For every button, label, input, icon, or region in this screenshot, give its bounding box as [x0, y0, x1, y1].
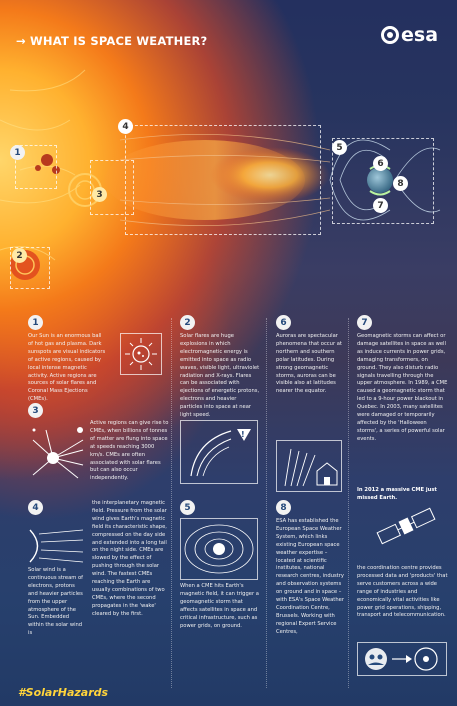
- badge-5: 5: [332, 140, 347, 155]
- aurora-icon-box: [276, 440, 342, 492]
- service-network-icon: [358, 643, 446, 675]
- page-title: → WHAT IS SPACE WEATHER?: [16, 34, 208, 48]
- svg-text:!: !: [241, 430, 245, 439]
- section-4-text-right: the interplanetary magnetic field. Pressure from the solar wind gives Earth's magnetic field its characteristic shape, compressed on the day side and extended into a long tail on the night side. CMEs are slowed by the effect of pushing through the solar wind. The fastest CMEs reaching the Earth are usually combinations of two CMEs, where the second propagates in the 'wake' cleared by the first.: [92, 500, 167, 617]
- sun-icon: [121, 334, 161, 374]
- badge-6: 6: [373, 156, 388, 171]
- section-3-text: Active regions can give rise to CMEs, when billions of tonnes of matter are flung into space at speeds reaching 3000 km/s. CMEs are often associated with solar flares but can also occur independently.: [90, 420, 169, 482]
- section-8-text-continued: the coordination centre provides processed data and 'products' that serve customers across a wide range of industries and economically vital activities like power grid operations, shipping, transport and telecommunication.: [357, 565, 448, 619]
- sun-icon-box: [120, 333, 162, 375]
- section-5-number: 5: [180, 500, 195, 515]
- section-7-text: Geomagnetic storms can affect or damage satellites in space as well as induce currents in power grids, damaging transformers, on ground. They also disturb radio signals travelling through the upper atmosphere. In 1989, a CME caused a geomagnetic storm that led to a 9-hour power blackout in Quebec. In 2003, many satellites were damaged or temporarily affected by the 'Halloween storms', a series of powerful solar events.: [357, 333, 448, 442]
- service-network-icon-box: [357, 642, 447, 676]
- section-6-number: 6: [276, 315, 291, 330]
- aurora-icon: [277, 441, 341, 491]
- flare-icon-box: [180, 420, 258, 484]
- section-8-number: 8: [276, 500, 291, 515]
- satellite-icon: [375, 507, 437, 545]
- section-7-highlight: In 2012 a massive CME just missed Earth.: [357, 487, 437, 501]
- badge-2: 2: [12, 248, 27, 263]
- column-divider: [171, 318, 173, 688]
- section-3-number: 3: [28, 403, 43, 418]
- column-divider: [266, 318, 268, 688]
- esa-logo-text: esa: [401, 24, 439, 46]
- badge-1: 1: [10, 145, 25, 160]
- section-5-text: When a CME hits Earth's magnetic field, it can trigger a geomagnetic storm that affects satellites in space and critical infrastructure, such as power grids, on ground.: [180, 583, 259, 629]
- flare-icon: [181, 421, 257, 483]
- section-4-text-left: Solar wind is a continuous stream of electrons, protons and heavier particles from the upper atmosphere of the Sun. Embedded within the solar wind is: [28, 567, 84, 637]
- cme-icon: [28, 420, 88, 488]
- section-1-number: 1: [28, 315, 43, 330]
- section-2-number: 2: [180, 315, 195, 330]
- badge-4: 4: [118, 119, 133, 134]
- badge-3: 3: [92, 187, 107, 202]
- badge-8: 8: [393, 176, 408, 191]
- frame-solar-wind: [125, 125, 321, 235]
- hashtag: #SolarHazards: [18, 686, 109, 699]
- section-6-text: Auroras are spectacular phenomena that occur at northern and southern polar latitudes. During strong geomagnetic storms, auroras can be visible also at latitudes nearer the equator.: [276, 333, 342, 395]
- magnetic-field-icon: [181, 519, 257, 579]
- solar-wind-icon: [25, 520, 87, 572]
- section-1-text: Our Sun is an enormous ball of hot gas and plasma. Dark sunspots are visual indicators of active regions, caused by local intense magnetic activity. Active regions are sources of solar flares and Coronal Mass Ejections (CMEs).: [28, 333, 106, 403]
- badge-7: 7: [373, 198, 388, 213]
- magnetic-field-icon-box: [180, 518, 258, 580]
- column-divider: [348, 318, 350, 688]
- section-2-text: Solar flares are huge explosions in which electromagnetic energy is emitted into space as radio waves, visible light, ultraviolet radiation and X-rays. Flares can be associated with ejections of energetic protons, electrons and heavier particles into space at near light speed.: [180, 333, 260, 419]
- section-8-text: ESA has established the European Space Weather System, which links existing European space weather expertise – located at scientific institutes, national research centres, industry and observation systems on ground and in space – with ESA's Space Weather Coordination Centre, Brussels. Working with regional Expert Service Centres,: [276, 518, 344, 635]
- section-7-number: 7: [357, 315, 372, 330]
- section-4-number: 4: [28, 500, 43, 515]
